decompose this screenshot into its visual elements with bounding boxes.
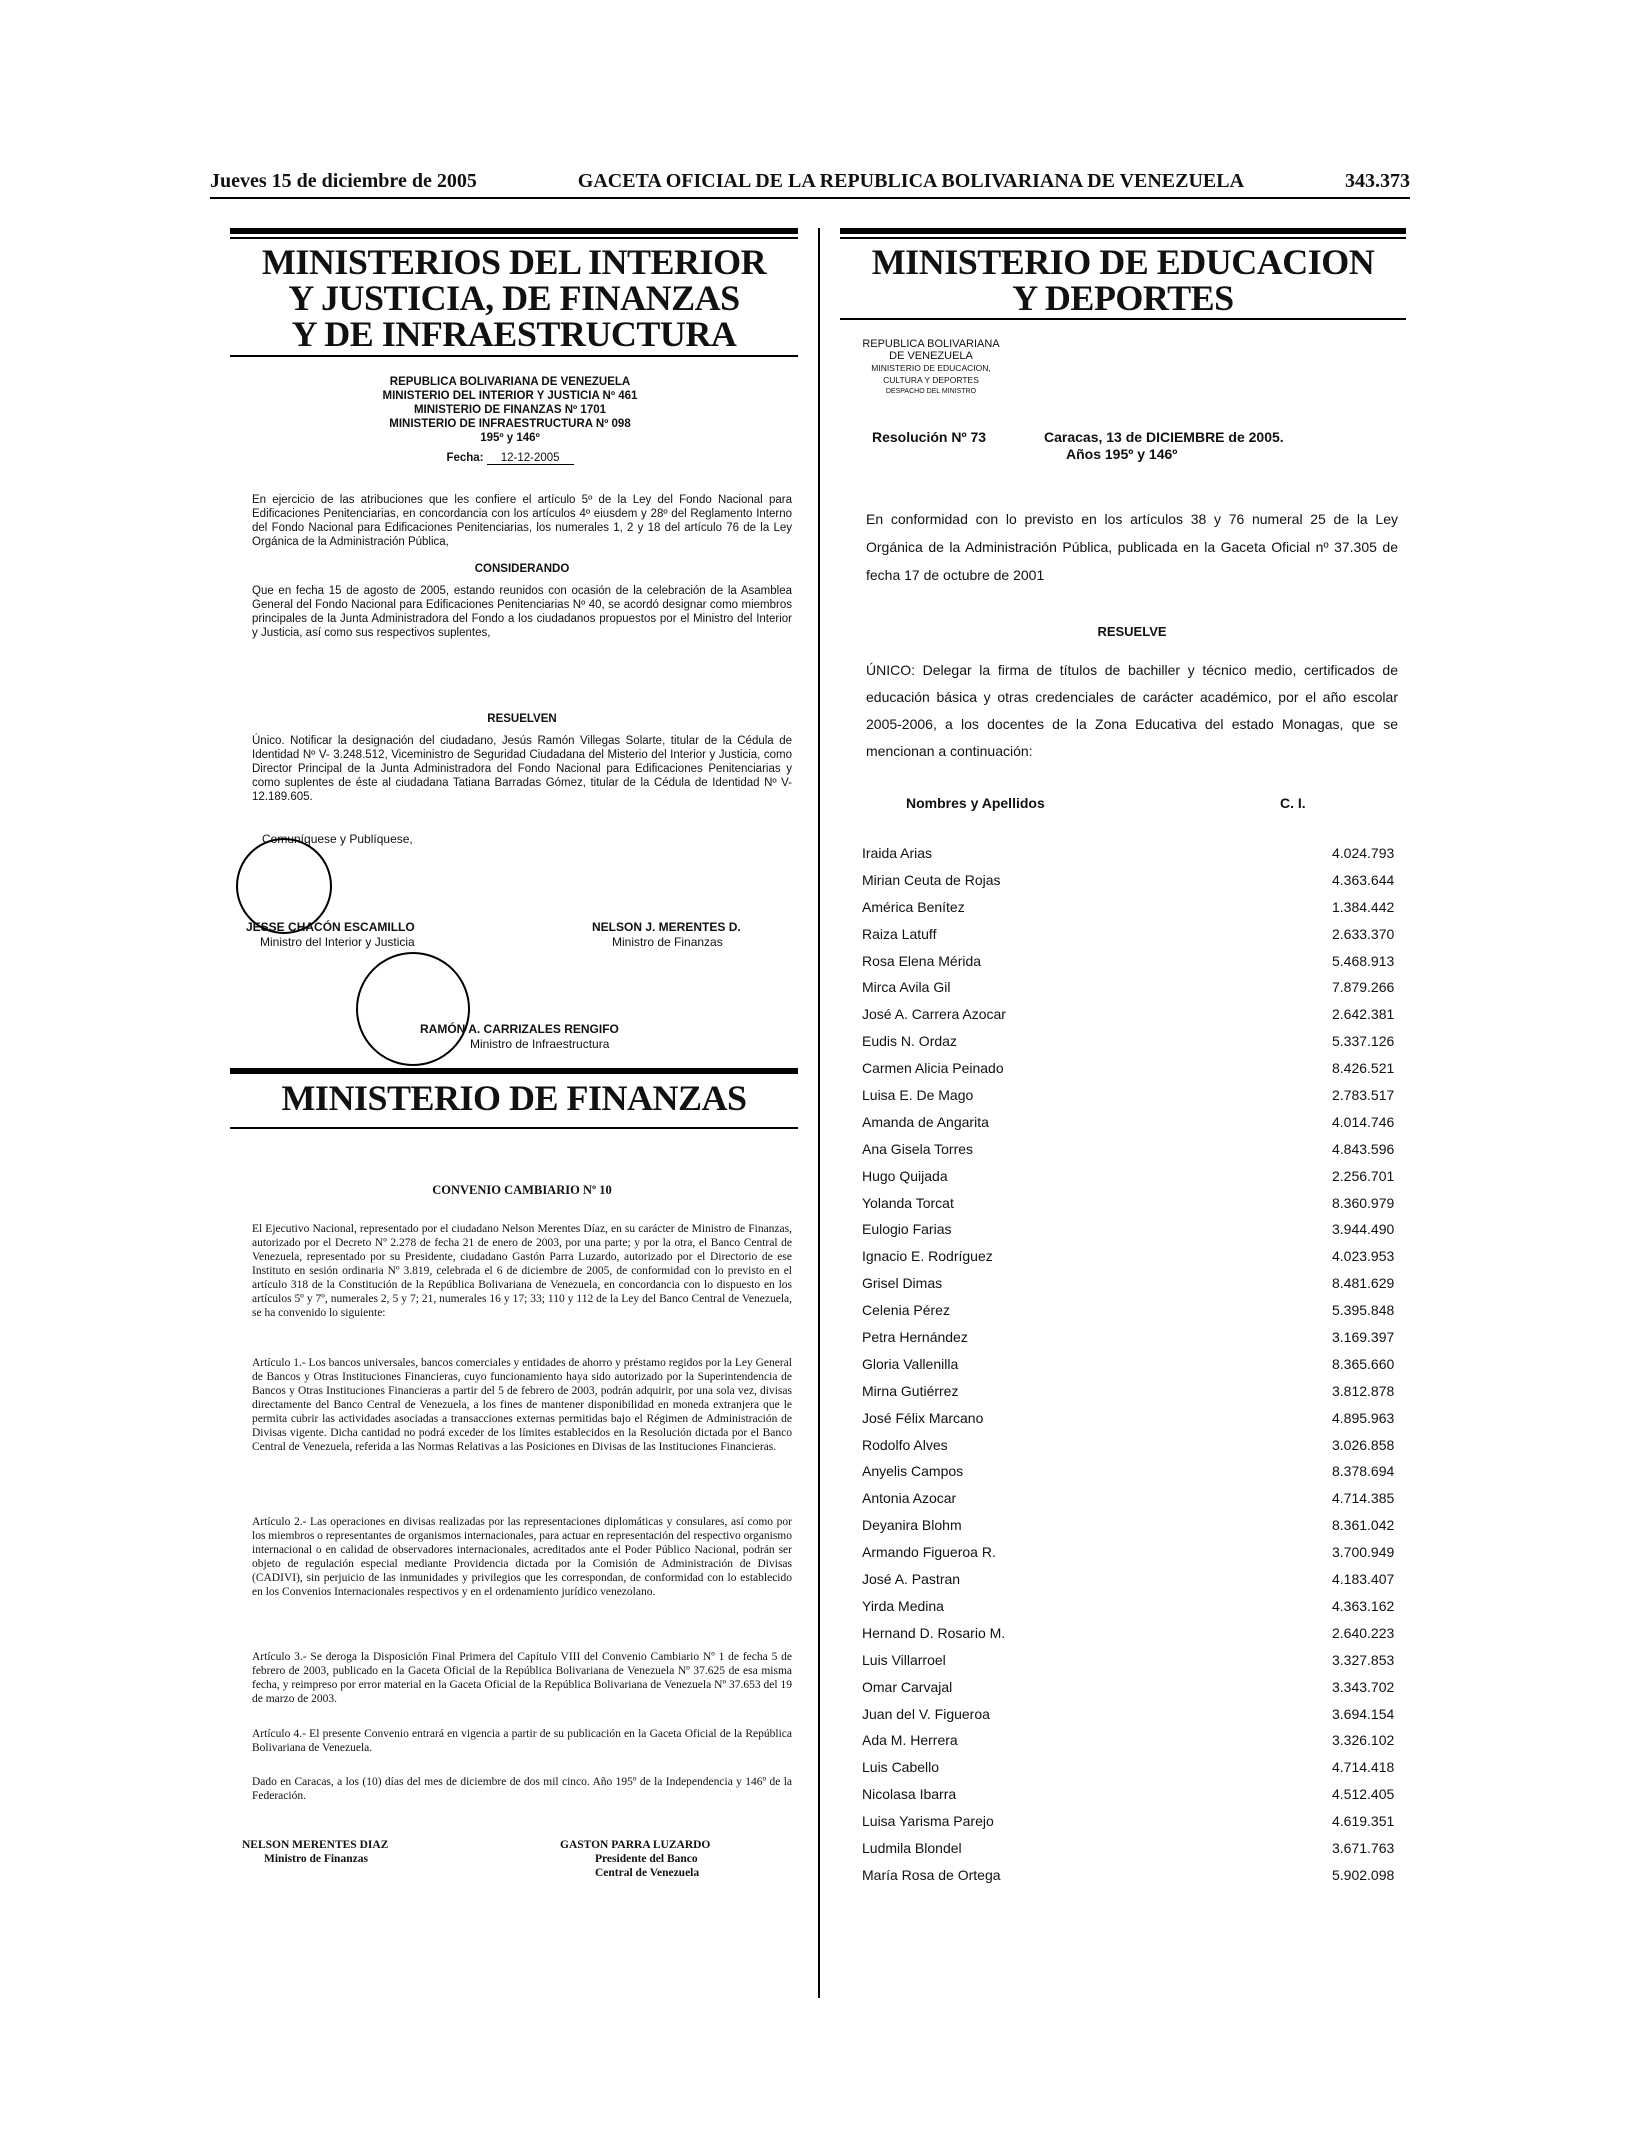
person-name: Mirna Gutiérrez bbox=[862, 1382, 959, 1399]
heading-line: REPUBLICA BOLIVARIANA DE VENEZUELA bbox=[389, 376, 631, 388]
list-item bbox=[862, 1566, 1422, 1593]
person-ci: 3.327.853 bbox=[1332, 1651, 1395, 1668]
list-item bbox=[862, 1001, 1422, 1028]
person-ci: 5.468.913 bbox=[1332, 952, 1395, 969]
list-item bbox=[862, 1216, 1422, 1243]
person-ci: 3.671.763 bbox=[1332, 1839, 1395, 1856]
person-name: Eudis N. Ordaz bbox=[862, 1033, 957, 1050]
person-name: Hugo Quijada bbox=[862, 1167, 948, 1184]
signature-interior-name: JESSE CHACÓN ESCAMILLO bbox=[246, 920, 415, 934]
list-item bbox=[862, 1593, 1422, 1620]
title-line: Y DE INFRAESTRUCTURA bbox=[291, 314, 737, 354]
person-ci: 5.902.098 bbox=[1332, 1866, 1395, 1883]
list-item bbox=[862, 1082, 1422, 1109]
list-item bbox=[862, 1647, 1422, 1674]
person-ci: 2.256.701 bbox=[1332, 1167, 1395, 1184]
list-item bbox=[862, 1781, 1422, 1808]
letterhead-line: DE VENEZUELA bbox=[889, 350, 973, 362]
person-ci: 7.879.266 bbox=[1332, 979, 1395, 996]
list-item bbox=[862, 1055, 1422, 1082]
person-ci: 8.426.521 bbox=[1332, 1060, 1395, 1077]
unico-text: Único. Notificar la designación del ciudadano, Jesús Ramón Villegas Solarte, titular de la Cédula de Identidad Nº V- 3.248.512, Viceministro de Seguridad Ciudadana del Misterio del Interior y Justicia, como Director Principal de la Junta Administradora del Fondo Nacional para Edificaciones Penitenciarias y como suplentes de éste al ciudadana Tatiana Barradas Gómez, titular de la Cédula de Identidad Nº V- 12.189.605. bbox=[252, 735, 792, 803]
person-ci: 8.481.629 bbox=[1332, 1275, 1395, 1292]
signature-parra-role-1: Presidente del Banco bbox=[595, 1853, 698, 1865]
heading-line: 195º y 146º bbox=[480, 432, 540, 444]
person-ci: 3.169.397 bbox=[1332, 1329, 1395, 1346]
person-ci: 3.944.490 bbox=[1332, 1221, 1395, 1238]
convenio-title: CONVENIO CAMBIARIO Nº 10 bbox=[432, 1183, 612, 1197]
person-name: Deyanira Blohm bbox=[862, 1517, 962, 1534]
person-name: Carmen Alicia Peinado bbox=[862, 1060, 1004, 1077]
person-name: José A. Carrera Azocar bbox=[862, 1006, 1006, 1023]
left-top-rule-thin bbox=[230, 237, 798, 239]
person-name: Grisel Dimas bbox=[862, 1275, 943, 1292]
person-ci: 2.783.517 bbox=[1332, 1087, 1395, 1104]
list-item bbox=[862, 1539, 1422, 1566]
title-line: MINISTERIOS DEL INTERIOR bbox=[261, 242, 767, 282]
person-name: José Félix Marcano bbox=[862, 1409, 984, 1426]
list-item bbox=[862, 1432, 1422, 1459]
person-ci: 4.363.644 bbox=[1332, 871, 1395, 888]
person-ci: 4.619.351 bbox=[1332, 1813, 1395, 1830]
person-name: Raiza Latuff bbox=[862, 925, 937, 942]
person-ci: 4.714.385 bbox=[1332, 1490, 1395, 1507]
convenio-articulo-4: Artículo 4.- El presente Convenio entrará en vigencia a partir de su publicación en la Gaceta Oficial de la República Bolivariana de Venezuela. bbox=[252, 1728, 792, 1754]
fecha-line bbox=[300, 451, 720, 465]
list-item bbox=[862, 894, 1422, 921]
heading-line: MINISTERIO DE FINANZAS Nº 1701 bbox=[413, 404, 607, 416]
person-name: Nicolasa Ibarra bbox=[862, 1786, 957, 1803]
column-divider bbox=[818, 228, 820, 1998]
fecha-label: Fecha: bbox=[446, 452, 484, 464]
person-name: Yirda Medina bbox=[862, 1597, 944, 1614]
title-line: MINISTERIO DE EDUCACION bbox=[871, 242, 1375, 282]
person-name: Juan del V. Figueroa bbox=[862, 1705, 990, 1722]
person-name: Mirian Ceuta de Rojas bbox=[862, 871, 1001, 888]
person-name: Antonia Azocar bbox=[862, 1490, 957, 1507]
person-name: Yolanda Torcat bbox=[862, 1194, 954, 1211]
right-top-rule-thin bbox=[840, 237, 1406, 239]
person-ci: 3.343.702 bbox=[1332, 1678, 1395, 1695]
header-date: Jueves 15 de diciembre de 2005 bbox=[210, 170, 477, 192]
resolucion-years: Años 195º y 146º bbox=[1066, 446, 1178, 462]
person-name: Luis Cabello bbox=[862, 1759, 940, 1776]
person-name: Iraida Arias bbox=[862, 845, 933, 861]
signature-merentes-name: NELSON MERENTES DIAZ bbox=[242, 1839, 389, 1851]
fecha-value: 12-12-2005 bbox=[487, 452, 574, 465]
comuniquese-text: Comuníquese y Publíquese, bbox=[262, 832, 413, 846]
list-item bbox=[862, 1701, 1422, 1728]
person-name: Amanda de Angarita bbox=[862, 1113, 989, 1130]
resuelven-heading: RESUELVEN bbox=[487, 713, 557, 725]
resuelve-heading: RESUELVE bbox=[1097, 624, 1167, 639]
person-name: Ana Gisela Torres bbox=[862, 1140, 974, 1157]
list-item bbox=[862, 1835, 1422, 1862]
list-item bbox=[862, 1485, 1422, 1512]
considerando-text: Que en fecha 15 de agosto de 2005, estando reunidos con ocasión de la celebración de la Asamblea General del Fondo Nacional para Edificaciones Penitenciarias Nº 40, se acordó designar como miembros principales de la Junta Administradora del Fondo a los ciudadanos propuestos por el Ministro del Interior y Justicia, así como sus respectivos suplentes, bbox=[252, 585, 792, 639]
considerando-heading: CONSIDERANDO bbox=[474, 563, 570, 575]
list-item bbox=[862, 1754, 1422, 1781]
person-name: Hernand D. Rosario M. bbox=[862, 1624, 1006, 1641]
person-ci: 5.395.848 bbox=[1332, 1302, 1395, 1319]
person-name: José A. Pastran bbox=[862, 1571, 961, 1588]
list-item bbox=[862, 1351, 1422, 1378]
list-item bbox=[862, 921, 1422, 948]
finanzas-title: MINISTERIO DE FINANZAS bbox=[281, 1078, 747, 1118]
education-letterhead bbox=[836, 338, 1026, 398]
list-item bbox=[862, 948, 1422, 975]
person-name: Luisa E. De Mago bbox=[862, 1087, 974, 1104]
list-item bbox=[862, 1109, 1422, 1136]
header-page-number: 343.373 bbox=[1344, 170, 1410, 192]
person-name: Rodolfo Alves bbox=[862, 1436, 948, 1453]
header-gazette-title: GACETA OFICIAL DE LA REPUBLICA BOLIVARIANA DE VENEZUELA bbox=[577, 170, 1245, 192]
list-item bbox=[862, 840, 1422, 867]
list-item bbox=[862, 1727, 1422, 1754]
letterhead-line: CULTURA Y DEPORTES bbox=[883, 375, 979, 385]
list-item bbox=[862, 1458, 1422, 1485]
person-ci: 3.812.878 bbox=[1332, 1382, 1395, 1399]
left-title-underline bbox=[230, 355, 798, 357]
signature-parra-name: GASTON PARRA LUZARDO bbox=[560, 1839, 711, 1851]
person-ci: 8.365.660 bbox=[1332, 1355, 1395, 1372]
convenio-dado: Dado en Caracas, a los (10) días del mes de diciembre de dos mil cinco. Año 195º de la Independencia y 146º de la Federación. bbox=[252, 1776, 792, 1802]
person-name: Luisa Yarisma Parejo bbox=[862, 1813, 994, 1830]
list-item bbox=[862, 1620, 1422, 1647]
person-name: Mirca Avila Gil bbox=[862, 979, 951, 996]
left-top-rule bbox=[230, 228, 798, 234]
person-ci: 4.183.407 bbox=[1332, 1571, 1395, 1588]
convenio-articulo-2: Artículo 2.- Las operaciones en divisas realizadas por las representaciones diplomáticas y consulares, así como por los miembros o representantes de organismos internacionales, para actuar en representación del respectivo organismo internacional o en calidad de observadores internacionales, acreditados ante el Poder Público Nacional, podrán ser objeto de regulación especial mediante Providencia dictada por la Comisión de Administración de Divisas (CADIVI), sin perjuicio de las inmunidades y privilegios que les correspondan, de conformidad con lo establecido en los Convenios Internacionales respectivos y en el ordenamiento jurídico venezolano. bbox=[252, 1516, 792, 1598]
resolucion-number: Resolución Nº 73 bbox=[872, 429, 987, 445]
list-item bbox=[862, 867, 1422, 894]
education-ministry-title bbox=[840, 244, 1406, 316]
signature-finanzas-role: Ministro de Finanzas bbox=[612, 935, 723, 949]
person-ci: 4.014.746 bbox=[1332, 1113, 1395, 1130]
person-name: América Benítez bbox=[862, 898, 965, 915]
person-name: Eulogio Farias bbox=[862, 1221, 952, 1238]
person-ci: 8.378.694 bbox=[1332, 1463, 1395, 1480]
right-top-rule bbox=[840, 228, 1406, 234]
person-name: María Rosa de Ortega bbox=[862, 1866, 1001, 1883]
list-item bbox=[862, 1243, 1422, 1270]
joint-ministries-title bbox=[230, 244, 798, 352]
person-ci: 8.361.042 bbox=[1332, 1517, 1395, 1534]
heading-line: MINISTERIO DEL INTERIOR Y JUSTICIA Nº 461 bbox=[382, 390, 638, 402]
person-name: Ludmila Blondel bbox=[862, 1839, 962, 1856]
person-ci: 3.326.102 bbox=[1332, 1732, 1395, 1749]
finanzas-title-underline bbox=[230, 1127, 798, 1129]
list-item bbox=[862, 1862, 1422, 1889]
list-item bbox=[862, 1512, 1422, 1539]
person-name: Celenia Pérez bbox=[862, 1302, 950, 1319]
person-name: Ignacio E. Rodríguez bbox=[862, 1248, 993, 1265]
person-ci: 4.512.405 bbox=[1332, 1786, 1395, 1803]
list-item bbox=[862, 1378, 1422, 1405]
signature-interior-role: Ministro del Interior y Justicia bbox=[260, 935, 415, 949]
person-name: Petra Hernández bbox=[862, 1329, 968, 1346]
education-unico: ÚNICO: Delegar la firma de títulos de bachiller y técnico medio, certificados de educación básica y otras credenciales de carácter académico, por el año escolar 2005-2006, a los docentes de la Zona Educativa del estado Monagas, que se mencionan a continuación: bbox=[866, 662, 1398, 759]
person-ci: 4.363.162 bbox=[1332, 1597, 1395, 1614]
list-item bbox=[862, 1190, 1422, 1217]
finanzas-top-rule bbox=[230, 1068, 798, 1074]
person-ci: 3.694.154 bbox=[1332, 1705, 1395, 1722]
person-ci: 2.633.370 bbox=[1332, 925, 1395, 942]
letterhead-line: MINISTERIO DE EDUCACION, bbox=[871, 363, 991, 373]
title-line: Y JUSTICIA, DE FINANZAS bbox=[288, 278, 740, 318]
docentes-list bbox=[862, 840, 1422, 1889]
list-item bbox=[862, 1136, 1422, 1163]
person-name: Anyelis Campos bbox=[862, 1463, 964, 1480]
signature-infraestructura-name: RAMÓN A. CARRIZALES RENGIFO bbox=[420, 1022, 619, 1036]
list-item bbox=[862, 1808, 1422, 1835]
signature-parra-role-2: Central de Venezuela bbox=[595, 1867, 700, 1879]
person-ci: 3.026.858 bbox=[1332, 1436, 1395, 1453]
signature-merentes-role: Ministro de Finanzas bbox=[264, 1853, 368, 1865]
person-ci: 4.843.596 bbox=[1332, 1140, 1395, 1157]
resolucion-date: Caracas, 13 de DICIEMBRE de 2005. bbox=[1044, 429, 1284, 445]
heading-line: MINISTERIO DE INFRAESTRUCTURA Nº 098 bbox=[389, 418, 631, 430]
person-ci: 1.384.442 bbox=[1332, 898, 1395, 915]
right-title-underline bbox=[840, 318, 1406, 320]
person-ci: 3.700.949 bbox=[1332, 1544, 1395, 1561]
signature-infraestructura-role: Ministro de Infraestructura bbox=[470, 1037, 610, 1051]
joint-resolution-intro: En ejercicio de las atribuciones que les confiere el artículo 5º de la Ley del Fondo Nacional para Edificaciones Penitenciarias, en concordancia con los artículos 4º eiusdem y 28º del Reglamento Interno del Fondo Nacional para Edificaciones Penitenciarias, los numerales 1, 2 y 18 del artículo 76 de la Ley Orgánica de la Administración Pública, bbox=[252, 494, 792, 548]
person-name: Luis Villarroel bbox=[862, 1651, 946, 1668]
person-ci: 2.642.381 bbox=[1332, 1006, 1395, 1023]
list-item bbox=[862, 1674, 1422, 1701]
letterhead-line: REPUBLICA BOLIVARIANA bbox=[862, 338, 1000, 350]
convenio-articulo-3: Artículo 3.- Se deroga la Disposición Final Primera del Capítulo VIII del Convenio Cambiario Nº 1 de fecha 5 de febrero de 2003, publicado en la Gaceta Oficial de la República Bolivariana de Venezuela Nº 37.625 de esa misma fecha, y reimpreso por error material en la Gaceta Oficial de la República Bolivariana de Venezuela Nº 37.653 del 19 de marzo de 2003. bbox=[252, 1651, 792, 1705]
person-ci: 8.360.979 bbox=[1332, 1194, 1395, 1211]
title-line: Y DEPORTES bbox=[1012, 278, 1234, 318]
person-name: Ada M. Herrera bbox=[862, 1732, 958, 1749]
column-header-ci: C. I. bbox=[1280, 795, 1306, 811]
person-ci: 4.895.963 bbox=[1332, 1409, 1395, 1426]
person-name: Omar Carvajal bbox=[862, 1678, 953, 1695]
list-item bbox=[862, 1163, 1422, 1190]
gazette-header bbox=[210, 170, 1410, 199]
person-ci: 5.337.126 bbox=[1332, 1033, 1395, 1050]
list-item bbox=[862, 974, 1422, 1001]
person-name: Rosa Elena Mérida bbox=[862, 952, 982, 969]
letterhead-line: DESPACHO DEL MINISTRO bbox=[885, 388, 977, 395]
list-item bbox=[862, 1028, 1422, 1055]
convenio-intro: El Ejecutivo Nacional, representado por el ciudadano Nelson Merentes Díaz, en su carácter de Ministro de Finanzas, autorizado por el Decreto Nº 2.278 de fecha 21 de enero de 2003, por una parte; y por la otra, el Banco Central de Venezuela, representado por su Presidente, ciudadano Gastón Parra Luzardo, autorizado por el Directorio de ese Instituto en sesión ordinaria Nº 3.819, celebrada el 6 de diciembre de 2005, de conformidad con lo previsto en el artículo 318 de la Constitución de la República Bolivariana de Venezuela, en concordancia con lo dispuesto en los artículos 5º y 7º, numerales 2, 5 y 7; 21, numerales 16 y 17; 33; 110 y 112 de la Ley del Banco Central de Venezuela, se ha convenido lo siguiente: bbox=[252, 1223, 792, 1319]
list-item bbox=[862, 1297, 1422, 1324]
person-ci: 4.714.418 bbox=[1332, 1759, 1395, 1776]
person-name: Armando Figueroa R. bbox=[862, 1544, 996, 1561]
person-ci: 4.023.953 bbox=[1332, 1248, 1395, 1265]
person-ci: 2.640.223 bbox=[1332, 1624, 1395, 1641]
ministry-seal-infraestructura bbox=[356, 952, 470, 1066]
convenio-articulo-1: Artículo 1.- Los bancos universales, bancos comerciales y entidades de ahorro y préstamo regidos por la Ley General de Bancos y Otras Instituciones Financieras, cuyo funcionamiento haya sido autorizado por la Superintendencia de Bancos y Otras Instituciones Financieras a partir del 5 de febrero de 2003, podrán adquirir, por una sola vez, divisas directamente del Banco Central de Venezuela, a los fines de mantener disponibilidad en moneda extranjera que le permita cubrir las actividades asociadas a transacciones externas permitidas bajo el Régimen de Administración de Divisas vigente. Dicha cantidad no podrá exceder de los límites establecidos en la Resolución dictada por el Banco Central de Venezuela, referida a las Normas Relativas a las Posiciones en Divisas de las Instituciones Financieras. bbox=[252, 1357, 792, 1453]
person-ci: 4.024.793 bbox=[1332, 845, 1395, 861]
list-item bbox=[862, 1270, 1422, 1297]
list-item bbox=[862, 1405, 1422, 1432]
education-intro: En conformidad con lo previsto en los artículos 38 y 76 numeral 25 de la Ley Orgánica de la Administración Pública, publicada en la Gaceta Oficial nº 37.305 de fecha 17 de octubre de 2001 bbox=[866, 511, 1398, 583]
joint-resolution-heading bbox=[300, 375, 720, 465]
column-header-name: Nombres y Apellidos bbox=[906, 795, 1045, 811]
person-name: Gloria Vallenilla bbox=[862, 1355, 959, 1372]
list-item bbox=[862, 1324, 1422, 1351]
signature-finanzas-name: NELSON J. MERENTES D. bbox=[592, 920, 741, 934]
